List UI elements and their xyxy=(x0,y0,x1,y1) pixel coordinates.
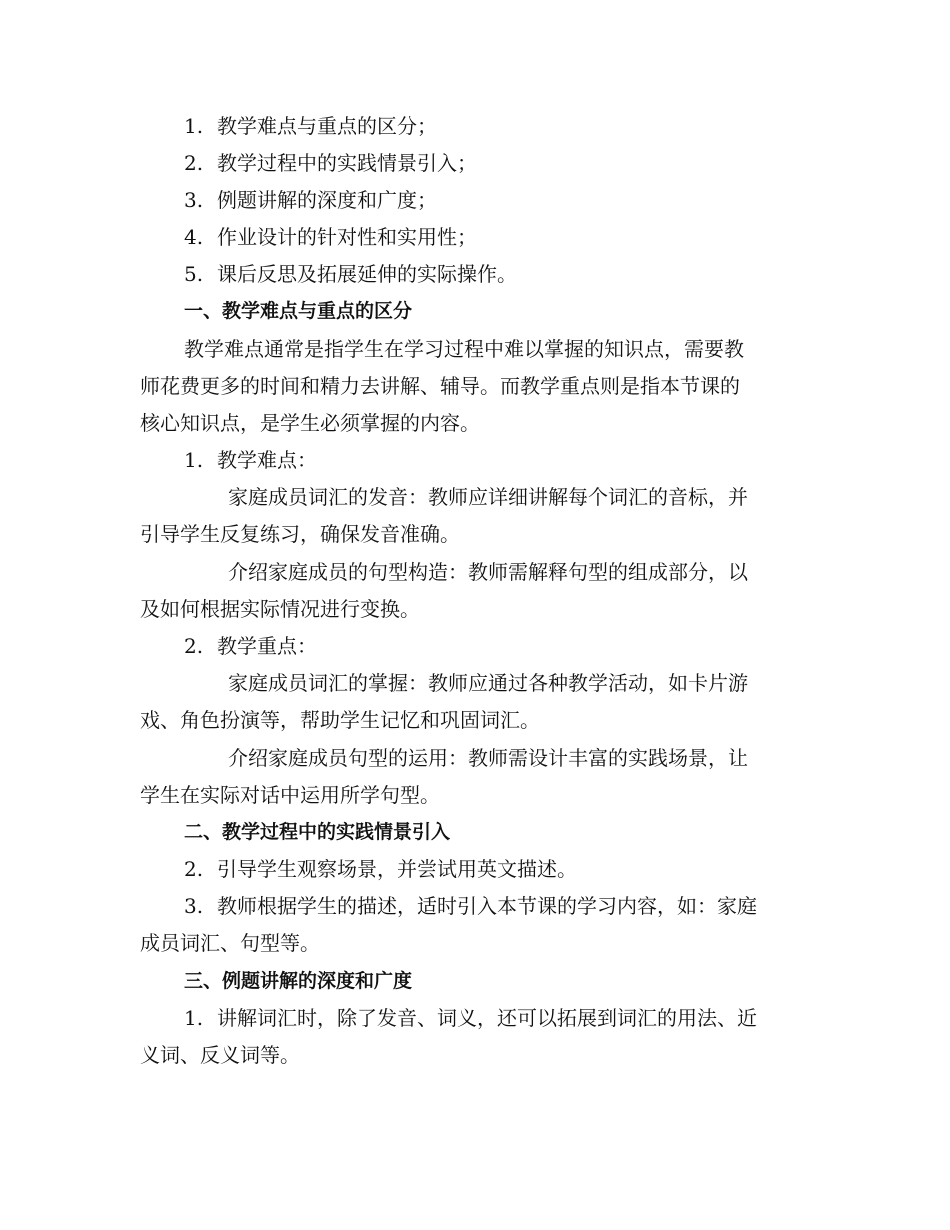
toc-item-2 xyxy=(184,145,854,182)
paragraph-line: 核心知识点，是学生必须掌握的内容。 xyxy=(140,411,480,435)
toc-text: 教学过程中的实践情景引入； xyxy=(217,151,477,175)
toc-num: 5. xyxy=(184,262,204,286)
toc-num: 3. xyxy=(184,188,204,212)
item-num: 2. xyxy=(184,634,204,658)
list-item xyxy=(184,851,854,888)
paragraph-line: 义词、反义词等。 xyxy=(140,1043,300,1067)
toc-text: 课后反思及拓展延伸的实际操作。 xyxy=(217,262,517,286)
paragraph-line: 成员词汇、句型等。 xyxy=(140,931,320,955)
paragraph-line: 介绍家庭成员句型的运用：教师需设计丰富的实践场景，让 xyxy=(228,746,748,770)
paragraph-line: 师花费更多的时间和精力去讲解、辅导。而教学重点则是指本节课的 xyxy=(140,374,740,398)
item-num: 2. xyxy=(184,857,204,881)
toc-item-4 xyxy=(184,219,854,256)
subsection-item-2 xyxy=(184,628,854,665)
paragraph-line: 学生在实际对话中运用所学句型。 xyxy=(140,783,440,807)
item-num: 1. xyxy=(184,448,204,472)
item-num: 3. xyxy=(184,894,204,918)
list-item xyxy=(184,888,854,925)
section-heading-2: 二、教学过程中的实践情景引入 xyxy=(184,821,451,843)
subsection-item-1 xyxy=(184,442,854,479)
paragraph-line: 戏、角色扮演等，帮助学生记忆和巩固词汇。 xyxy=(140,708,540,732)
paragraph-line: 引导学生反复练习，确保发音准确。 xyxy=(140,522,460,546)
paragraph-line: 家庭成员词汇的掌握：教师应通过各种教学活动，如卡片游 xyxy=(228,671,748,695)
toc-text: 作业设计的针对性和实用性； xyxy=(217,225,477,249)
toc-num: 2. xyxy=(184,151,204,175)
toc-item-3 xyxy=(184,182,854,219)
toc-num: 1. xyxy=(184,114,204,138)
toc-item-5 xyxy=(184,256,854,293)
item-text: 引导学生观察场景，并尝试用英文描述。 xyxy=(217,857,577,881)
toc-item-1 xyxy=(184,108,854,145)
paragraph-line: 教学难点通常是指学生在学习过程中难以掌握的知识点，需要教 xyxy=(184,337,744,361)
list-item xyxy=(184,1000,854,1037)
toc-text: 例题讲解的深度和广度； xyxy=(217,188,437,212)
section-heading-3: 三、例题讲解的深度和广度 xyxy=(184,970,413,992)
paragraph-line: 及如何根据实际情况进行变换。 xyxy=(140,597,420,621)
item-text: 教师根据学生的描述，适时引入本节课的学习内容，如：家庭 xyxy=(217,894,757,918)
item-text: 讲解词汇时，除了发音、词义，还可以拓展到词汇的用法、近 xyxy=(217,1006,757,1030)
item-title: 教学重点： xyxy=(217,634,317,658)
item-num: 1. xyxy=(184,1006,204,1030)
toc-num: 4. xyxy=(184,225,204,249)
paragraph-line: 家庭成员词汇的发音：教师应详细讲解每个词汇的音标，并 xyxy=(228,485,748,509)
paragraph-line: 介绍家庭成员的句型构造：教师需解释句型的组成部分，以 xyxy=(228,560,748,584)
item-title: 教学难点： xyxy=(217,448,317,472)
toc-text: 教学难点与重点的区分； xyxy=(217,114,437,138)
section-heading-1: 一、教学难点与重点的区分 xyxy=(184,300,413,322)
